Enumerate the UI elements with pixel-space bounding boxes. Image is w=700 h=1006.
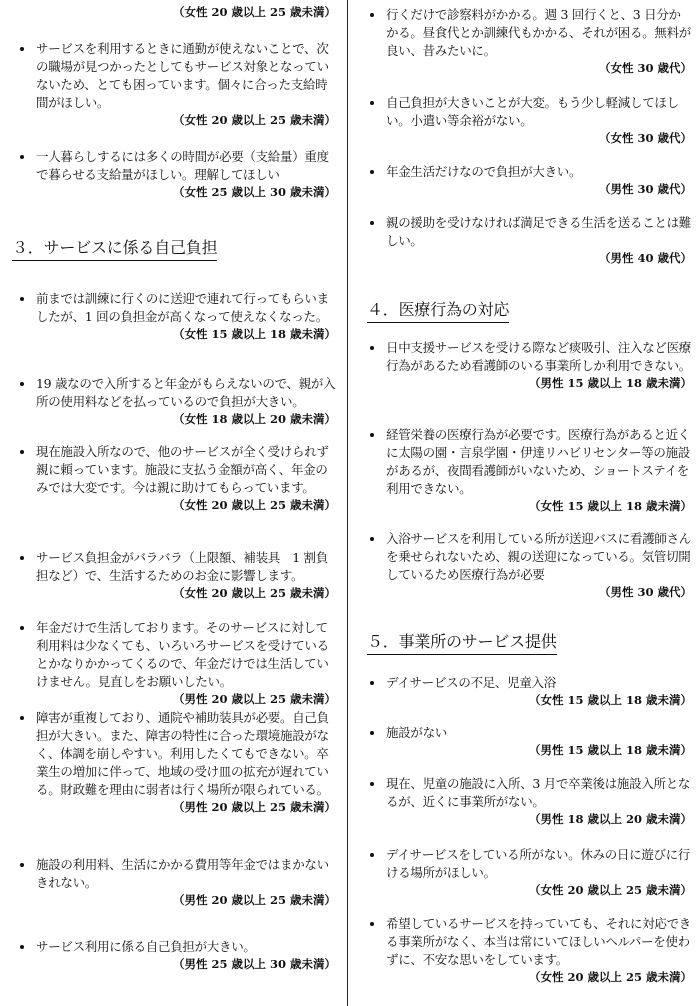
bullet-icon [370,346,374,350]
comment-text: 希望しているサービスを持っていても、それに対応できる事業所がなく、本当は常にいてほしいヘルパーを使わずに、不安な思いをしています。 [386,916,692,967]
list-item [370,163,692,197]
bullet-icon [20,297,24,301]
comment-text: 経管栄養の医療行為が必要です。医療行為があると近くに太陽の園・言泉学園・伊達リハビリセンター等の施設があるが、夜間看護師がいないため、ショートステイを利用できない。 [386,427,691,496]
list-item [370,674,692,708]
list-item [20,709,336,815]
list-item [370,775,692,827]
list-item [370,426,692,514]
bullet-icon [370,681,374,685]
bullet-icon [20,450,24,454]
respondent-attribution: （女性 15 歳以上 18 歳未満） [528,693,692,707]
respondent-attribution: （女性 18 歳以上 20 歳未満） [172,412,336,426]
comment-text: 一人暮らしするには多くの時間が必要（支給量）重度で暮らせる支給量がほしい。理解してほしい [36,149,329,182]
list-item [370,846,692,898]
bullet-icon [20,626,24,630]
list-item [20,549,336,601]
respondent-attribution: （男性 15 歳以上 18 歳未満） [528,376,692,390]
list-item [20,375,336,427]
bullet-icon [370,101,374,105]
list-item [20,619,336,707]
bullet-icon [20,382,24,386]
comment-text: デイサービスをしている所がない。休みの日に遊びに行ける場所がほしい。 [386,847,691,880]
column-divider [347,0,348,1006]
list-item [370,339,692,391]
respondent-attribution: （女性 15 歳以上 18 歳未満） [528,499,692,513]
comment-text: 自己負担が大きいことが大変。もう少し軽減してほしい。小遣い等余裕がない。 [386,95,679,128]
respondent-attribution: （女性 30 歳代） [598,131,692,145]
respondent-attribution: （男性 25 歳以上 30 歳未満） [172,957,336,971]
comment-text: 前までは訓練に行くのに送迎で連れて行ってもらいましたが、1 回の負担金が高くなって使えなくなった。 [36,291,329,324]
bullet-icon [20,47,24,51]
list-item [20,938,336,972]
section-heading: ５．事業所のサービス提供 [367,632,557,655]
comment-text: 親の援助を受けなければ満足できる生活を送ることは難しい。 [386,215,692,248]
list-item [370,724,692,758]
list-item [20,40,336,128]
comment-text: 日中支援サービスを受ける際など痰吸引、注入など医療行為があるため看護師のいる事業所しか利用できない。 [386,340,692,373]
list-item [20,290,336,342]
list-item [370,214,692,266]
list-item [370,94,692,146]
bullet-icon [20,556,24,560]
respondent-attribution: （男性 20 歳以上 25 歳未満） [172,692,336,706]
respondent-attribution: （女性 25 歳以上 30 歳未満） [172,185,336,199]
respondent-attribution: （女性 15 歳以上 18 歳未満） [172,327,336,341]
list-item [370,915,692,985]
list-item [370,530,692,600]
respondent-attribution: （女性 20 歳以上 25 歳未満） [172,498,336,512]
comment-text: サービスを利用するときに通勤が使えないことで、次の職場が見つかったとしてもサービス対象となっていないため、とても困っています。個々に合った支給時間がほしい。 [36,41,329,110]
comment-text: 年金だけで生活しております。そのサービスに対して利用料は少なくても、いろいろサービスを受けているとかなりかかってくるので、年金だけでは生活していけません。見直しをお願いしたい。 [36,620,329,689]
comment-text: サービス利用に係る自己負担が大きい。 [36,939,256,954]
comment-text: 19 歳なので入所すると年金がもらえないので、親が入所の使用料などを払っているので負担が大きい。 [36,376,336,409]
continued-attribution [20,4,336,20]
respondent-attribution: （男性 20 歳以上 25 歳未満） [172,893,336,907]
comment-text: 障害が重複しており、通院や補助装具が必要。自己負担が大きい。また、障害の特性に合った環境施設がなく、体調を崩しやすい。利用したくてもできない。卒業生の増加に伴って、地域の受け皿の拡充が遅れている。財政難を理由に弱者は行く場所が限られている。 [36,710,329,797]
list-item [20,856,336,908]
bullet-icon [370,782,374,786]
list-item [20,443,336,513]
list-item [20,148,336,200]
comment-text: デイサービスの不足、児童入浴 [386,675,556,690]
respondent-attribution: （女性 30 歳代） [598,61,692,75]
list-item [370,6,692,76]
respondent-attribution: （男性 20 歳以上 25 歳未満） [172,800,336,814]
comment-text: 行くだけで診察料がかかる。週 3 回行くと、3 日分かかる。昼食代とか訓練代もかかる、それが困る。無料が良い、昔みたいに。 [386,7,692,58]
bullet-icon [20,945,24,949]
bullet-icon [370,433,374,437]
respondent-attribution: （男性 30 歳代） [598,182,692,196]
comment-text: 現在施設入所なので、他のサービスが全く受けられず親に頼っています。施設に支払う金額が高く、年金のみでは大変です。今は親に助けてもらっています。 [36,444,329,495]
comment-text: 施設の利用料、生活にかかる費用等年金ではまかないきれない。 [36,857,329,890]
bullet-icon [20,863,24,867]
bullet-icon [370,170,374,174]
respondent-attribution: （男性 18 歳以上 20 歳未満） [528,812,692,826]
comment-text: サービス負担金がバラバラ（上限額、補装具 1 割負担など）で、生活するためのお金に影響します。 [36,550,328,583]
respondent-attribution: （女性 20 歳以上 25 歳未満） [172,113,336,127]
comment-text: 年金生活だけなので負担が大きい。 [386,164,582,179]
respondent-attribution: （女性 20 歳以上 25 歳未満） [172,5,336,19]
section-heading: ３．サービスに係る自己負担 [12,238,217,261]
respondent-attribution: （男性 15 歳以上 18 歳未満） [528,743,692,757]
section-heading: ４．医療行為の対応 [367,300,509,323]
respondent-attribution: （女性 20 歳以上 25 歳未満） [172,586,336,600]
bullet-icon [370,853,374,857]
comment-text: 入浴サービスを利用している所が送迎バスに看護師さんを乗せられないため、親の送迎になっている。気管切開しているため医療行為が必要 [386,531,692,582]
bullet-icon [20,716,24,720]
comment-text: 現在、児童の施設に入所、3 月で卒業後は施設入所となるが、近くに事業所がない。 [386,776,691,809]
respondent-attribution: （男性 40 歳代） [598,251,692,265]
respondent-attribution: （男性 30 歳代） [598,585,692,599]
respondent-attribution: （女性 20 歳以上 25 歳未満） [528,883,692,897]
bullet-icon [370,731,374,735]
bullet-icon [370,922,374,926]
bullet-icon [370,537,374,541]
respondent-attribution: （女性 20 歳以上 25 歳未満） [528,970,692,984]
bullet-icon [20,155,24,159]
comment-text: 施設がない [386,725,448,740]
bullet-icon [370,221,374,225]
bullet-icon [370,13,374,17]
